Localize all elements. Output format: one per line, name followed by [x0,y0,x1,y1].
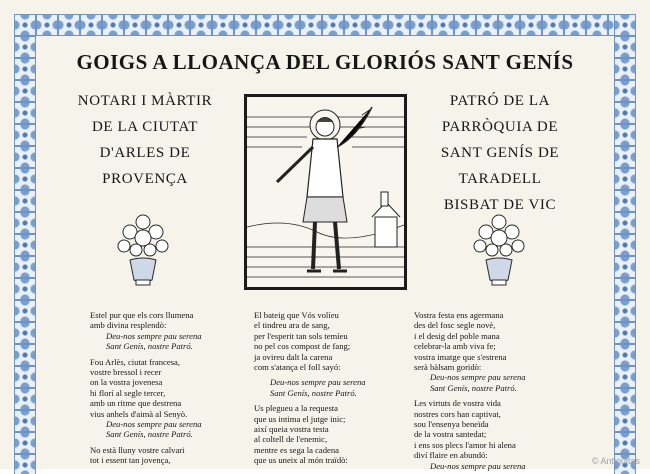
left-heading-line: PROVENÇA [102,171,188,187]
right-heading-line: TARADELL [458,171,542,187]
border-ornament-icon [344,14,366,36]
verse-line: vostre bressol i recer [90,367,162,378]
verse-line: diví flaire en abundó: [414,450,488,461]
page-title: GOIGS A LLOANÇA DEL GLORIÓS SANT GENÍS [76,50,574,74]
border-ornament-icon [36,14,58,36]
verse-column-3 [414,310,564,471]
verse-line: sou l'ensenya beneïda [414,419,489,430]
border-ornament-icon [614,168,636,190]
border-ornament-icon [498,14,520,36]
border-ornament-icon [234,14,256,36]
refrain-line: Sant Genís, nostre Patró. [106,429,193,440]
border-ornament-icon [614,234,636,256]
border-ornament-icon [14,366,36,388]
border-ornament-icon [614,300,636,322]
border-ornament-icon [614,366,636,388]
border-ornament-icon [14,102,36,124]
verse-line: Us plegueu a la requesta [254,403,338,414]
border-ornament-icon [14,212,36,234]
decorative-border-top [14,14,636,36]
right-heading-line: SANT GENÍS DE [440,145,560,161]
left-heading [60,88,230,192]
verse-column-2 [254,310,404,466]
verse-line: tot i essent tan jovença, [90,455,171,466]
border-ornament-icon [614,80,636,102]
border-ornament-icon [14,410,36,432]
verse-line: vostra imatge que s'estrena [414,351,507,362]
verse-line: Vostra festa ens agermana [414,310,504,320]
border-ornament-icon [14,146,36,168]
left-heading-line: NOTARI I MÀRTIR [77,93,213,109]
border-ornament-icon [14,300,36,322]
border-ornament-icon [520,14,542,36]
border-ornament-icon [432,14,454,36]
border-ornament-icon [388,14,410,36]
verse-line: al coltell de l'enemic, [254,434,328,445]
border-ornament-icon [586,14,608,36]
border-ornament-icon [190,14,212,36]
verse-line: amb un ritme que destrena [90,398,182,409]
border-ornament-icon [14,168,36,190]
verse-line: que us uneix al món traïdò: [254,455,348,466]
right-heading-line: BISBAT DE VIC [443,197,557,213]
border-ornament-icon [146,14,168,36]
border-ornament-icon [14,432,36,454]
verse-line: de la vostra santedat; [414,429,487,440]
saint-woodcut-image [244,94,407,290]
refrain-line: Deu-nos sempre pau serena [106,330,202,341]
verse-line: celebrar-la amb viva fe; [414,341,496,352]
right-heading-line: PARRÒQUIA DE [441,119,559,135]
decorative-border-right [614,14,636,474]
border-ornament-icon [614,190,636,212]
border-ornament-icon [14,454,36,474]
verse-line: on la vostra jovenesa [90,377,163,388]
border-ornament-icon [14,234,36,256]
left-heading-line: D'ARLES DE [99,145,191,161]
verse-line: i ens sos plecs l'amor hi alena [414,439,516,450]
border-ornament-icon [14,344,36,366]
verse-line: Les virtuts de vostra vida [414,398,501,409]
flower-vase-icon [112,208,174,286]
verse-line: hi florí al segle tercer, [90,387,166,398]
right-heading [430,88,570,218]
border-ornament-icon [14,256,36,278]
border-ornament-icon [614,256,636,278]
verse-line: serà bàlsam goridò: [414,362,482,373]
verse-line: amb divina resplendò: [90,320,167,331]
border-ornament-icon [564,14,586,36]
refrain-line: Sant Genís, nostre Patró. [430,382,517,393]
border-ornament-icon [614,146,636,168]
border-ornament-icon [614,432,636,454]
verse-line: vius anhels d'aimà al Senyò. [90,408,188,419]
border-ornament-icon [614,14,636,36]
border-ornament-icon [614,322,636,344]
border-ornament-icon [168,14,190,36]
border-ornament-icon [614,36,636,58]
verse-line: ja ovireu dalt la carena [254,351,333,362]
border-ornament-icon [14,36,36,58]
border-ornament-icon [614,58,636,80]
border-ornament-icon [124,14,146,36]
border-ornament-icon [454,14,476,36]
border-ornament-icon [278,14,300,36]
verse-line: El bateig que Vós volíeu [254,310,339,320]
verse-line: així queia vostra testa [254,424,329,435]
border-ornament-icon [614,278,636,300]
refrain-line: Deu-nos sempre pau serena [430,372,526,383]
left-heading-line: DE LA CIUTAT [92,119,198,135]
verse-line: i el desig del poble mana [414,330,500,341]
border-ornament-icon [614,410,636,432]
border-ornament-icon [102,14,124,36]
border-ornament-icon [614,344,636,366]
border-ornament-icon [14,388,36,410]
border-ornament-icon [300,14,322,36]
verse-line: que us intima el jutge inic; [254,413,346,424]
verse-line: Estel pur que els cors llumena [90,310,194,320]
saint-figure-icon [247,97,404,287]
border-ornament-icon [614,388,636,410]
border-ornament-icon [614,124,636,146]
verse-line: per l'esperit tan sols temíeu [254,330,348,341]
refrain-line: Deu-nos sempre pau serena [106,419,202,430]
refrain-line: Deu-nos sempre pau serena [430,460,526,471]
border-ornament-icon [14,80,36,102]
border-ornament-icon [322,14,344,36]
border-ornament-icon [58,14,80,36]
verse-column-1 [90,310,240,466]
verse-line: mentre es sega la cadena [254,444,339,455]
border-ornament-icon [476,14,498,36]
verse-line: des del fosc segle novè, [414,320,496,331]
right-heading-line: PATRÓ DE LA [449,93,551,109]
border-ornament-icon [14,278,36,300]
border-ornament-icon [614,212,636,234]
verse-line: Fou Arlès, ciutat francesa, [90,356,180,367]
refrain-line: Deu-nos sempre pau serena [270,377,366,388]
border-ornament-icon [366,14,388,36]
border-ornament-icon [80,14,102,36]
border-ornament-icon [542,14,564,36]
flower-vase-icon [468,208,530,286]
verse-line: com s'atança el foll sayó: [254,362,341,373]
decorative-border-left [14,14,36,474]
border-ornament-icon [14,190,36,212]
border-ornament-icon [212,14,234,36]
verse-line: No està lluny vostre calvari [90,444,185,455]
verse-line: nostres cors han captivat, [414,408,501,419]
border-ornament-icon [256,14,278,36]
border-ornament-icon [14,322,36,344]
verse-line: no pel cos compost de fang; [254,341,351,352]
refrain-line: Sant Genís, nostre Patró. [106,341,193,352]
border-ornament-icon [14,124,36,146]
watermark-text: © Antiquitas [591,456,640,466]
border-ornament-icon [14,14,36,36]
refrain-line: Sant Genís, nostre Patró. [270,387,357,398]
border-ornament-icon [614,102,636,124]
verse-line: el tindreu ara de sang, [254,320,330,331]
border-ornament-icon [14,58,36,80]
border-ornament-icon [410,14,432,36]
